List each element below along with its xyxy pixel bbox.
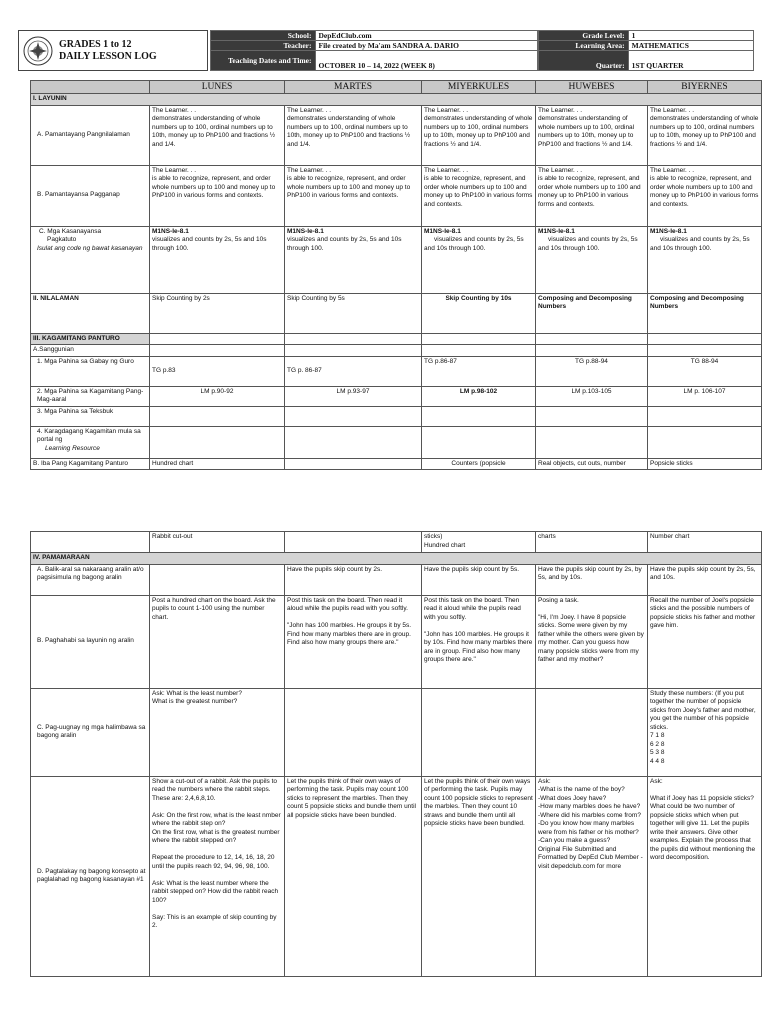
row-label-pamantayang: A. Pamantayang Pangnilalaman (31, 105, 150, 165)
pagtalakay-huwebes: Ask: -What is the name of the boy? -What does Joey have? -How many marbles does he have? -Where did his marbles come from? -Do you know how many marbles were from his father or his mother? -Can you make a guess? Original File Submitted and Formatted by DepEd Club Member - visit depedclub.com for more (536, 776, 648, 976)
kagamitang-martes: LM p.93-97 (285, 386, 422, 406)
row-label-nilalaman: II. NILALAMAN (31, 293, 150, 333)
nilalaman-huwebes: Composing and Decomposing Numbers (536, 293, 648, 333)
lesson-log-table-page1 (30, 80, 762, 470)
empty-cell (150, 333, 285, 345)
karagdagang-label-italic: Learning Resource (45, 444, 100, 452)
row-label-balik-aral: A. Balik-aral sa nakaraang aralin at/o pagsisimula ng bagong aralin (31, 564, 150, 595)
section-kagamitan: III. KAGAMITANG PANTURO (31, 333, 150, 345)
pag-uugnay-miyerkules (422, 688, 536, 776)
row-label-paghahabi: B. Paghahabi sa layunin ng aralin (31, 595, 150, 688)
dates-value: OCTOBER 10 – 14, 2022 (WEEK 8) (315, 51, 537, 71)
pamantayang-miyerkules: The Learner. . . demonstrates understanding of whole numbers up to 100, ordinal numbers up to 10th, money up to PhP100 and fractions ½ and 1/4. (422, 105, 536, 165)
pamantayang-martes: The Learner. . . demonstrates understanding of whole numbers up to 100, ordinal numbers up to 10th, money up to PhP100 and fractions ½ and 1/4. (285, 105, 422, 165)
iba-lunes: Hundred chart (150, 458, 285, 470)
karagdagang-label: 4. Karagdagang Kagamitan mula sa portal ng (37, 427, 141, 443)
paghahabi-biyernes: Recall the number of Joel's popsicle sticks and the possible numbers of popsicle sticks his father and mother gave him. (648, 595, 762, 688)
iba-miyerkules: Counters (popsicle (422, 458, 536, 470)
empty-cell (536, 333, 648, 345)
kasanayan-code: M1NS-Ie-8.1 (287, 227, 324, 235)
gabay-biyernes: TG 88-94 (648, 356, 762, 386)
empty-cell (150, 406, 285, 426)
kasanayan-text: visualizes and counts by 2s, 5s and 10s through 100. (152, 236, 267, 252)
iba-cont-biyernes: Number chart (648, 532, 762, 553)
pamantayang-biyernes: The Learner. . . demonstrates understanding of whole numbers up to 100, ordinal numbers up to 10th, money up to PhP100 and fractions ½ and 1/4. (648, 105, 762, 165)
kasanayan-huwebes (536, 226, 648, 293)
gabay-lunes: TG p.83 (150, 356, 285, 386)
balik-lunes (150, 564, 285, 595)
kasanayan-lunes (150, 226, 285, 293)
empty-cell (422, 406, 536, 426)
nilalaman-lunes: Skip Counting by 2s (150, 293, 285, 333)
section-pamamaraan: IV. PAMAMARAAN (31, 553, 762, 565)
kasanayan-text: visualizes and counts by 2s, 5s and 10s through 100. (424, 236, 524, 252)
empty-cell (150, 426, 285, 458)
pag-uugnay-lunes: Ask: What is the least number? What is the greatest number? (150, 688, 285, 776)
header-info-left (210, 30, 538, 71)
row-label-kagamitang-mag-aaral: 2. Mga Pahina sa Kagamitang Pang-Mag-aaral (31, 386, 150, 406)
day-header-lunes: LUNES (150, 81, 285, 94)
school-value: DepEdClub.com (315, 31, 537, 41)
area-value: MATHEMATICS (628, 41, 753, 51)
day-header-miyerkules: MIYERKULES (422, 81, 536, 94)
kasanayan-code: M1NS-Ie-8.1 (152, 227, 189, 235)
quarter-label: Quarter: (539, 51, 629, 71)
empty-cell (648, 406, 762, 426)
row-label-sanggunian: A.Sanggunian (31, 345, 150, 357)
pagganap-huwebes: The Learner. . . is able to recognize, represent, and order whole numbers up to 100 and money up to PhP100 in various forms and contexts. (536, 165, 648, 226)
header-logo-box (18, 30, 208, 71)
pagganap-biyernes: The Learner. . . is able to recognize, represent, and order whole numbers up to 100 and money up to PhP100 in various forms and contexts. (648, 165, 762, 226)
empty-cell (648, 426, 762, 458)
iba-cont-miyerkules: sticks) Hundred chart (422, 532, 536, 553)
school-label: School: (211, 31, 316, 41)
pagganap-martes: The Learner. . . is able to recognize, represent, and order whole numbers up to 100 and money up to PhP100 in various forms and contexts. (285, 165, 422, 226)
kasanayan-label-2: Pagkatuto (47, 236, 77, 243)
kasanayan-biyernes (648, 226, 762, 293)
iba-biyernes: Popsicle sticks (648, 458, 762, 470)
kasanayan-text: visualizes and counts by 2s, 5s and 10s through 100. (650, 236, 750, 252)
deped-seal-icon (23, 36, 53, 66)
nilalaman-martes: Skip Counting by 5s (285, 293, 422, 333)
row-label-gabay: 1. Mga Pahina sa Gabay ng Guro (31, 356, 150, 386)
iba-cont-huwebes: charts (536, 532, 648, 553)
row-label-teksbuk: 3. Mga Pahina sa Teksbuk (31, 406, 150, 426)
kasanayan-martes (285, 226, 422, 293)
header-info-right (538, 30, 754, 71)
paghahabi-miyerkules: Post this task on the board. Then read it aloud while the pupils read with you softly. "John has 100 marbles. He groups it by 10s. Find how many marbles there are in group. Find also how many groups there are." (422, 595, 536, 688)
row-label-pag-uugnay: C. Pag-uugnay ng mga halimbawa sa bagong aralin (31, 688, 150, 776)
day-header-martes: MARTES (285, 81, 422, 94)
row-label-pagganap: B. Pamantayansa Pagganap (31, 165, 150, 226)
gabay-huwebes: TG p.88-94 (536, 356, 648, 386)
empty-cell (536, 406, 648, 426)
nilalaman-biyernes: Composing and Decomposing Numbers (648, 293, 762, 333)
balik-miyerkules: Have the pupils skip count by 5s. (422, 564, 536, 595)
row-label-pagtalakay: D. Pagtalakay ng bagong konsepto at paglalahad ng bagong kasanayan #1 (31, 776, 150, 976)
empty-cell (285, 406, 422, 426)
kasanayan-code: M1NS-Ie-8.1 (650, 227, 687, 235)
pagganap-miyerkules: The Learner. . . is able to recognize, represent, and order whole numbers up to 100 and money up to PhP100 in various forms and contexts. (422, 165, 536, 226)
grade-value: 1 (628, 31, 753, 41)
pagtalakay-miyerkules: Let the pupils think of their own ways of performing the task. Pupils may count 100 popsicle sticks to represent the marbles. Then they count 10 straws and bundle them until all popsicle sticks have been bundled. (422, 776, 536, 976)
kasanayan-code: M1NS-Ie-8.1 (424, 227, 461, 235)
empty-cell (422, 426, 536, 458)
empty-cell (422, 345, 536, 357)
balik-huwebes: Have the pupils skip count by 2s, by 5s, and by 10s. (536, 564, 648, 595)
empty-cell (150, 345, 285, 357)
balik-martes: Have the pupils skip count by 2s. (285, 564, 422, 595)
kasanayan-text: visualizes and counts by 2s, 5s and 10s through 100. (538, 236, 638, 252)
empty-cell (536, 345, 648, 357)
day-header-huwebes: HUWEBES (536, 81, 648, 94)
quarter-value: 1ST QUARTER (628, 51, 753, 71)
empty-cell (422, 333, 536, 345)
balik-biyernes: Have the pupils skip count by 2s, 5s, and 10s. (648, 564, 762, 595)
iba-cont-lunes: Rabbit cut-out (150, 532, 285, 553)
empty-cell (31, 532, 150, 553)
nilalaman-miyerkules: Skip Counting by 10s (422, 293, 536, 333)
kasanayan-code: M1NS-Ie-8.1 (538, 227, 575, 235)
pagganap-lunes: The Learner. . . is able to recognize, represent, and order whole numbers up to 100 and money up to PhP100 in various forms and contexts. (150, 165, 285, 226)
empty-cell (285, 426, 422, 458)
iba-cont-martes (285, 532, 422, 553)
kasanayan-text: visualizes and counts by 2s, 5s and 10s through 100. (287, 236, 402, 252)
kagamitang-huwebes: LM p.103-105 (536, 386, 648, 406)
pagtalakay-martes: Let the pupils think of their own ways of performing the task. Pupils may count 100 sticks to represent the marbles. Then they count 5 popsicle sticks and bundle them until all popsicle sticks have been bundled. (285, 776, 422, 976)
iba-martes (285, 458, 422, 470)
pamantayang-lunes: The Learner. . . demonstrates understanding of whole numbers up to 100, ordinal numbers up to 10th, money up to PhP100 and fractions ½ and 1/4. (150, 105, 285, 165)
kagamitang-lunes: LM p.90-92 (150, 386, 285, 406)
empty-cell (648, 333, 762, 345)
kasanayan-miyerkules (422, 226, 536, 293)
pagtalakay-lunes: Show a cut-out of a rabbit. Ask the pupils to read the numbers where the rabbit steps. These are: 2,4,6,8,10. Ask: On the first row, what is the least nmber where the rabbit step on? On the first row, what is the greatest number where the rabbit stepped on? Repeat the procedure to 12, 14, 16, 18, 20 until the pupils reach 92, 94, 96, 98, 100. Ask: What is the least number where the rabbit stepped on? How did the rabbit reach 100? Say: This is an example of skip counting by 2. (150, 776, 285, 976)
dates-label: Teaching Dates and Time: (211, 51, 316, 71)
teacher-value: File created by Ma'am SANDRA A. DARIO (315, 41, 537, 51)
gabay-martes: TG p. 86-87 (285, 356, 422, 386)
pamantayang-huwebes: The Learner. . . demonstrates understanding of whole numbers up to 100, ordinal numbers up to 10th, money up to PhP100 and fractions ½ and 1/4. (536, 105, 648, 165)
empty-cell (285, 333, 422, 345)
empty-cell (536, 426, 648, 458)
grade-label: Grade Level: (539, 31, 629, 41)
row-label-kasanayan (31, 226, 150, 293)
empty-cell (285, 345, 422, 357)
paghahabi-huwebes: Posing a task. "Hi, I'm Joey. I have 8 popsicle sticks. Some were given by my father while the others were given by my mother. Can you guess how many popsicle sticks were from my father and my mother? (536, 595, 648, 688)
row-label-karagdagang (31, 426, 150, 458)
corner-cell (31, 81, 150, 94)
day-header-biyernes: BIYERNES (648, 81, 762, 94)
empty-cell (648, 345, 762, 357)
kasanayan-label-3: Isulat ang code ng bawat kasanayan (37, 244, 143, 252)
teacher-label: Teacher: (211, 41, 316, 51)
header-title-line2: DAILY LESSON LOG (59, 50, 157, 62)
kasanayan-label-1: C. Mga Kasanayansa (39, 227, 102, 235)
pag-uugnay-biyernes: Study these numbers: (If you put together the number of popsicle sticks from Joey's father and mother, you get the number of his popsicle sticks. 7 1 8 6 2 8 5 3 8 4 4 8 (648, 688, 762, 776)
section-layunin: I. LAYUNIN (31, 94, 762, 106)
pag-uugnay-huwebes (536, 688, 648, 776)
header-title (59, 39, 157, 63)
iba-huwebes: Real objects, cut outs, number (536, 458, 648, 470)
paghahabi-lunes: Post a hundred chart on the board. Ask the pupils to count 1-100 using the number chart. (150, 595, 285, 688)
area-label: Learning Area: (539, 41, 629, 51)
row-label-iba: B. Iba Pang Kagamitang Panturo (31, 458, 150, 470)
pag-uugnay-martes (285, 688, 422, 776)
header-title-line1: GRADES 1 to 12 (59, 38, 132, 50)
pagtalakay-biyernes: Ask: What if Joey has 11 popsicle sticks? What could be two number of popsicle sticks which when put together will give 11. Let the pupils write their answers. Give other examples. Explain the process that the pupils did without mentioning the word decomposition. (648, 776, 762, 976)
gabay-miyerkules: TG p.86-87 (422, 356, 536, 386)
lesson-log-table-page2 (30, 531, 762, 977)
kagamitang-miyerkules: LM p.98-102 (422, 386, 536, 406)
paghahabi-martes: Post this task on the board. Then read it aloud while the pupils read with you softly. "John has 100 marbles. He groups it by 5s. Find how many marbles there are in group. Find also how many groups there are." (285, 595, 422, 688)
kagamitang-biyernes: LM p. 106-107 (648, 386, 762, 406)
